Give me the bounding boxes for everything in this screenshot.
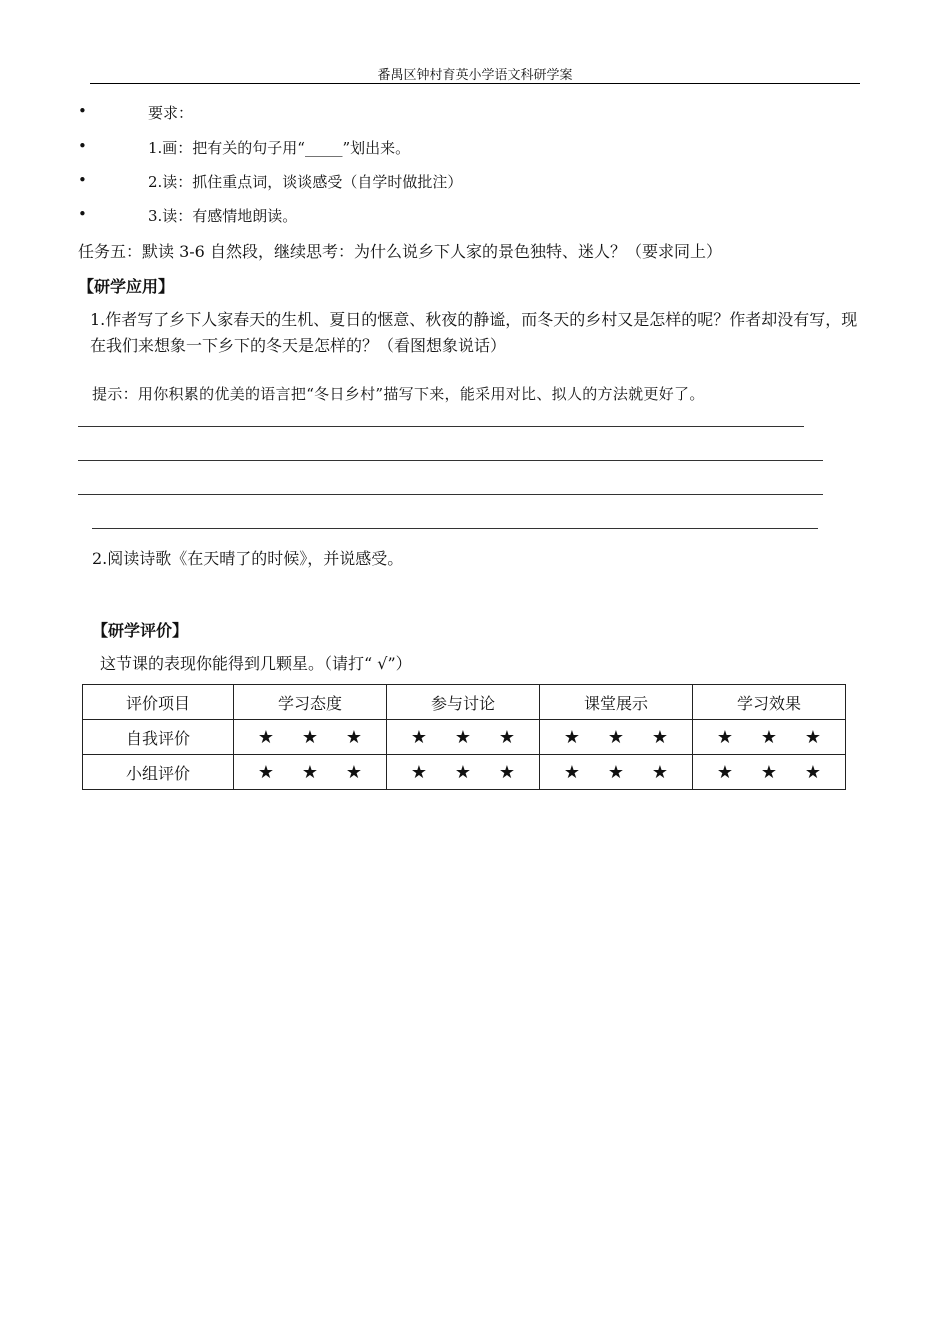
writing-line	[78, 426, 804, 427]
application-heading: 【研学应用】	[78, 277, 175, 296]
bullet-dot: •	[78, 102, 87, 120]
star-icon[interactable]: ★	[498, 726, 516, 748]
star-icon[interactable]: ★	[301, 726, 319, 748]
row-label: 自我评价	[83, 720, 234, 755]
star-icon[interactable]: ★	[410, 726, 428, 748]
table-row	[83, 755, 846, 790]
table-header-cell: 评价项目	[83, 685, 234, 720]
writing-line	[78, 460, 823, 461]
star-icon[interactable]: ★	[563, 761, 581, 783]
table-header-row	[83, 685, 846, 720]
star-icon[interactable]: ★	[301, 761, 319, 783]
requirement-text: 2.读：抓住重点词，谈谈感受（自学时做批注）	[148, 173, 463, 191]
task-five: 任务五：默读 3-6 自然段，继续思考：为什么说乡下人家的景色独特、迷人？（要求同上）	[78, 242, 722, 261]
row-label: 小组评价	[83, 755, 234, 790]
bullet-dot: •	[78, 171, 87, 189]
table-header-cell: 课堂展示	[540, 685, 693, 720]
star-icon[interactable]: ★	[804, 726, 822, 748]
star-icon[interactable]: ★	[760, 726, 778, 748]
evaluation-table	[82, 684, 846, 790]
star-rating-cell[interactable]	[234, 755, 387, 790]
star-icon[interactable]: ★	[345, 761, 363, 783]
star-icon[interactable]: ★	[651, 726, 669, 748]
star-rating-cell[interactable]	[387, 755, 540, 790]
star-icon[interactable]: ★	[716, 726, 734, 748]
star-icon[interactable]: ★	[760, 761, 778, 783]
header-rule	[90, 83, 860, 84]
application-hint: 提示：用你积累的优美的语言把“冬日乡村”描写下来，能采用对比、拟人的方法就更好了。	[92, 385, 705, 403]
star-rating-cell[interactable]	[693, 755, 846, 790]
writing-line	[78, 494, 823, 495]
star-icon[interactable]: ★	[454, 761, 472, 783]
bullet-dot: •	[78, 137, 87, 155]
table-header-cell: 学习态度	[234, 685, 387, 720]
star-rating-cell[interactable]	[693, 720, 846, 755]
star-icon[interactable]: ★	[498, 761, 516, 783]
star-icon[interactable]: ★	[563, 726, 581, 748]
table-row	[83, 720, 846, 755]
bullet-dot: •	[78, 205, 87, 223]
table-header-cell: 参与讨论	[387, 685, 540, 720]
star-icon[interactable]: ★	[716, 761, 734, 783]
star-rating-cell[interactable]	[234, 720, 387, 755]
page-header-title: 番禺区钟村育英小学语文科研学案	[377, 68, 573, 83]
requirement-text: 3.读：有感情地朗读。	[148, 207, 298, 225]
star-icon[interactable]: ★	[345, 726, 363, 748]
star-icon[interactable]: ★	[410, 761, 428, 783]
star-icon[interactable]: ★	[257, 761, 275, 783]
table-header-cell: 学习效果	[693, 685, 846, 720]
star-icon[interactable]: ★	[804, 761, 822, 783]
star-icon[interactable]: ★	[257, 726, 275, 748]
star-rating-cell[interactable]	[387, 720, 540, 755]
star-rating-cell[interactable]	[540, 755, 693, 790]
evaluation-heading: 【研学评价】	[92, 621, 189, 640]
requirement-text: 1.画：把有关的句子用“_____”划出来。	[148, 139, 411, 157]
star-icon[interactable]: ★	[607, 761, 625, 783]
application-question-1: 1.作者写了乡下人家春天的生机、夏日的惬意、秋夜的静谧，而冬天的乡村又是怎样的呢？作者却没有写，现在我们来想象一下乡下的冬天是怎样的？（看图想象说话）	[90, 310, 858, 355]
writing-line	[92, 528, 818, 529]
requirement-text: 要求：	[148, 104, 194, 122]
application-question-2: 2.阅读诗歌《在天晴了的时候》，并说感受。	[92, 549, 404, 568]
star-icon[interactable]: ★	[607, 726, 625, 748]
star-icon[interactable]: ★	[454, 726, 472, 748]
star-rating-cell[interactable]	[540, 720, 693, 755]
evaluation-instruction: 这节课的表现你能得到几颗星。（请打“ √”）	[100, 654, 412, 673]
star-icon[interactable]: ★	[651, 761, 669, 783]
